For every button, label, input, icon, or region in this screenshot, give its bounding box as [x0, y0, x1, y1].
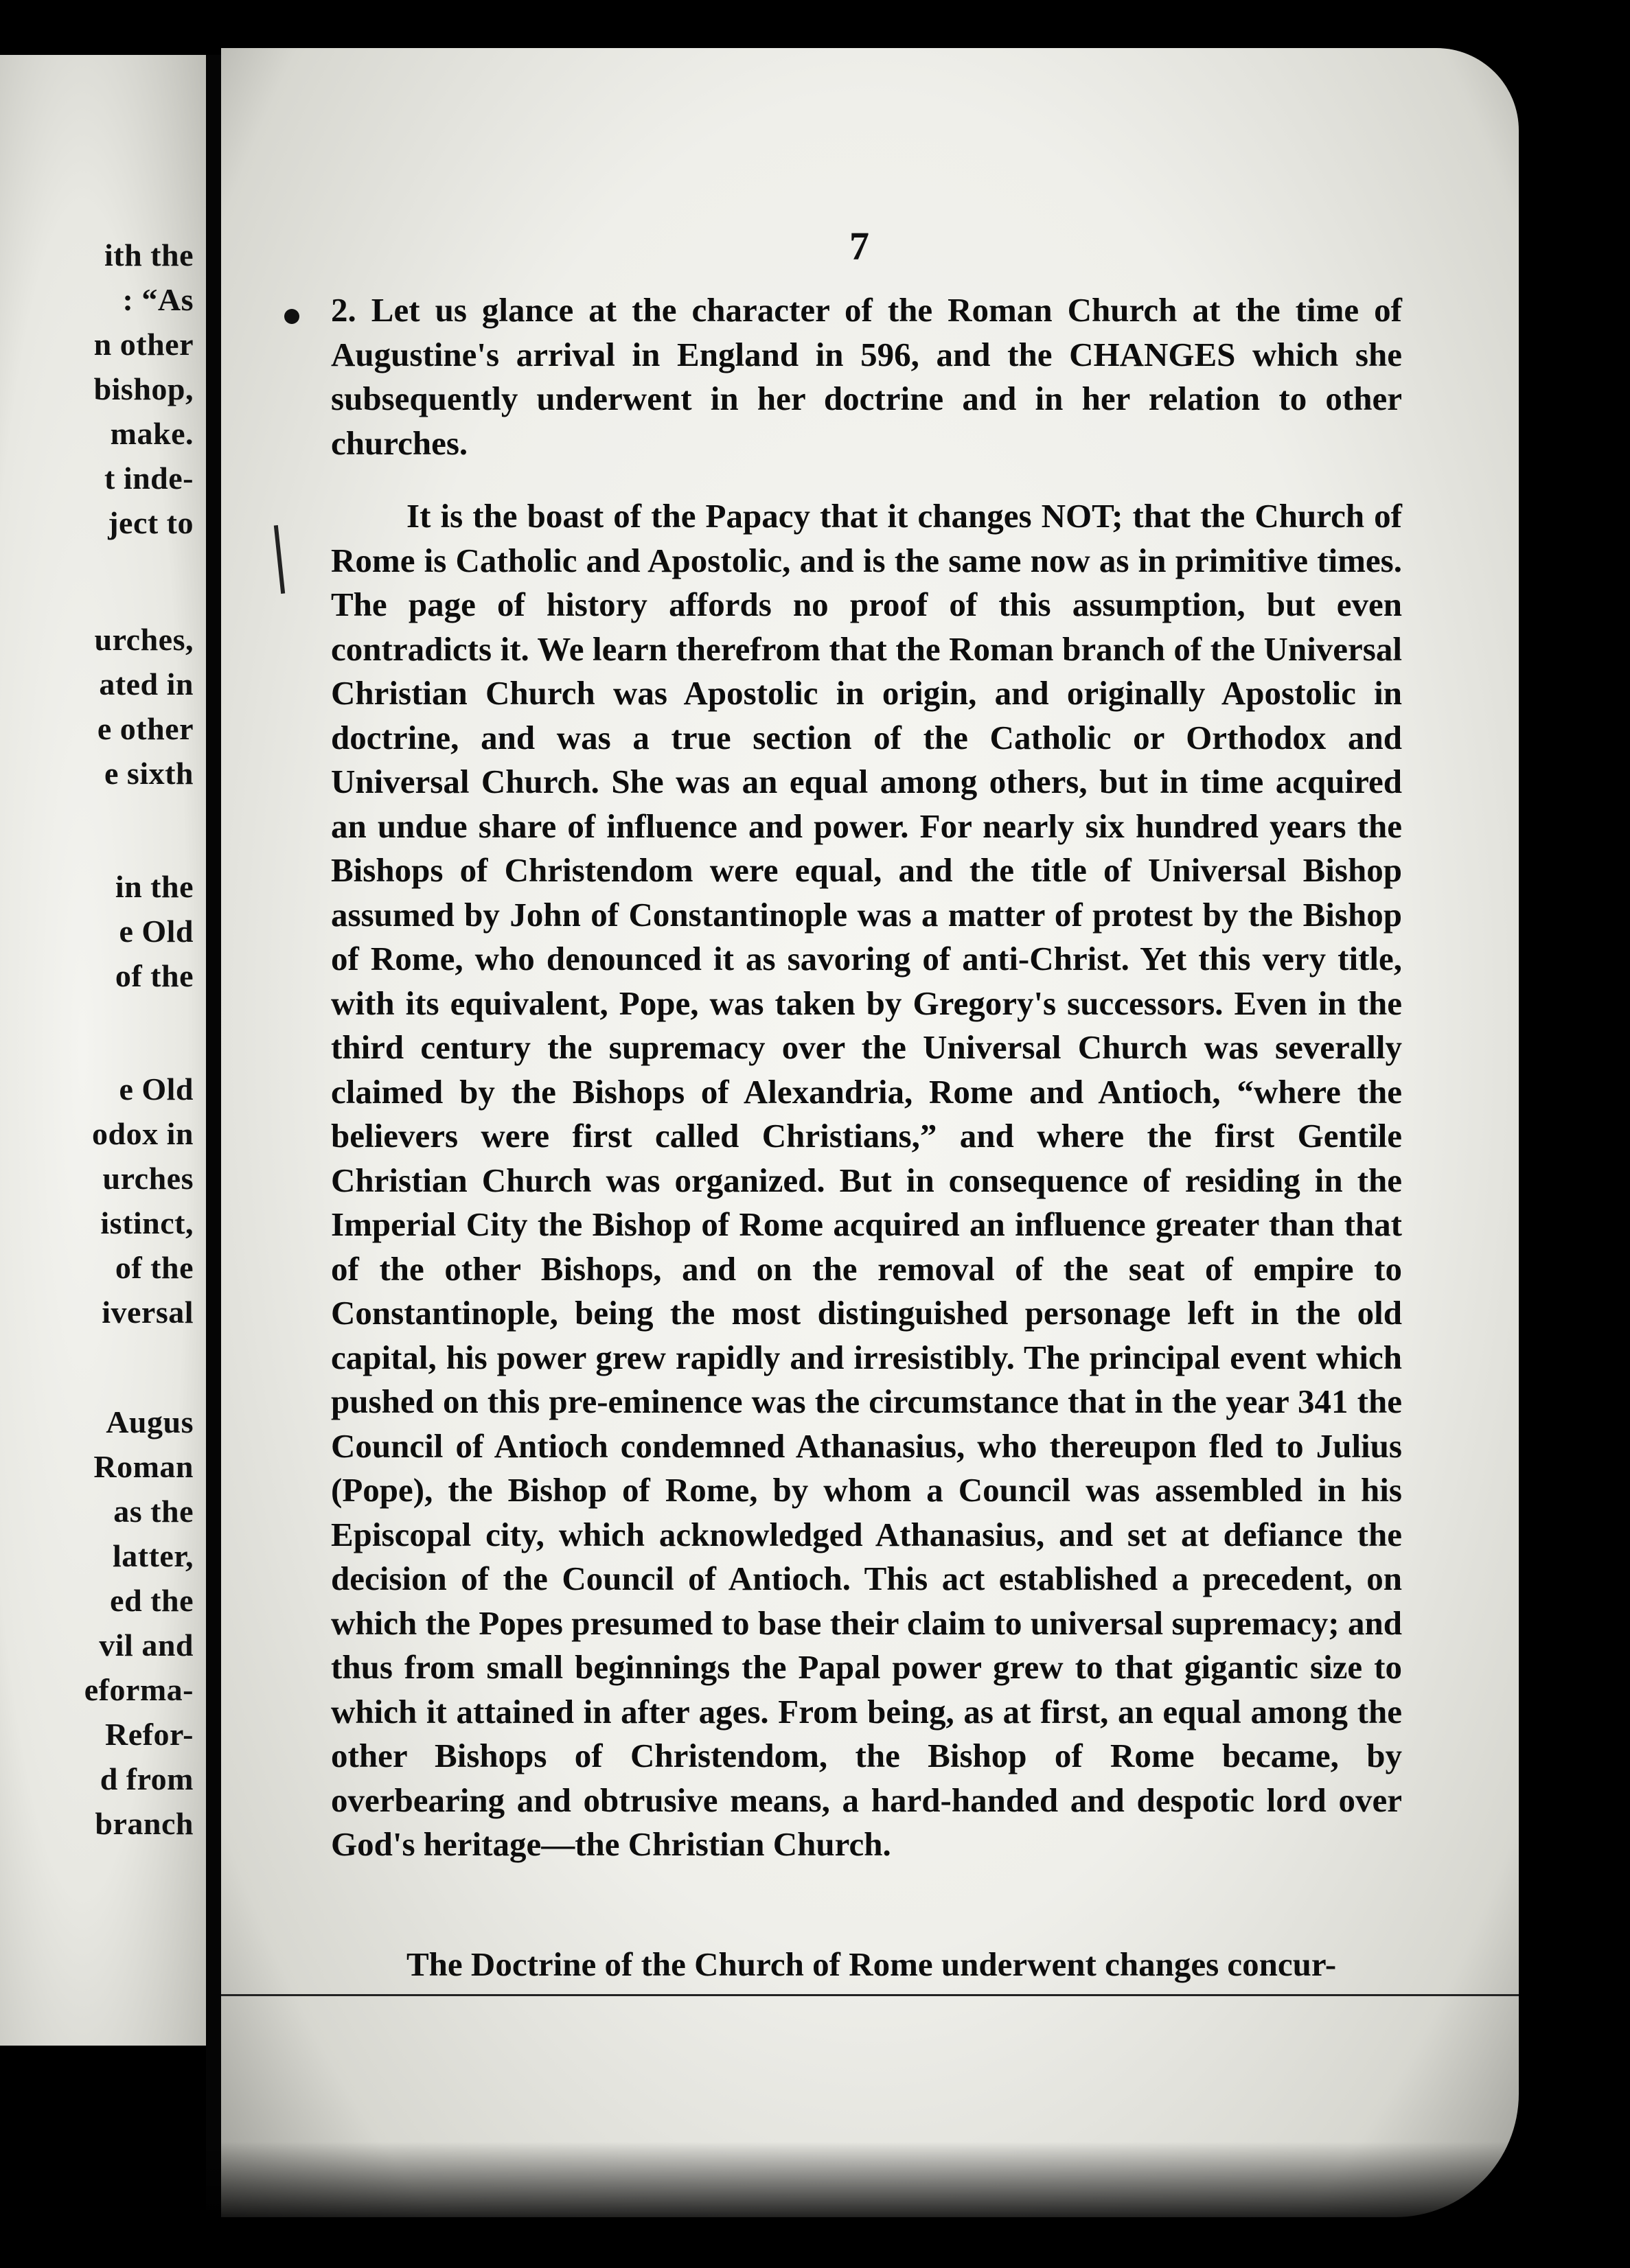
book-spine: [206, 55, 221, 2210]
scan-shadow: [206, 2142, 1630, 2268]
left-page-line: Augus: [106, 1404, 194, 1439]
left-page-line: ject to: [108, 505, 194, 540]
left-page-line: istinct,: [100, 1205, 194, 1240]
right-page: [221, 48, 1519, 2217]
left-page-line: of the: [115, 958, 194, 993]
left-page-line: urches,: [94, 622, 194, 657]
paragraph-doctrine: The Doctrine of the Church of Rome underwent changes concur-: [406, 1945, 1337, 1983]
page-number: 7: [849, 224, 869, 268]
left-page-line: ith the: [104, 238, 194, 273]
left-page-line: t inde-: [104, 461, 194, 496]
left-page-line: n other: [93, 327, 194, 362]
left-page-line: : “As: [122, 282, 194, 317]
left-page-fragment: [0, 55, 206, 2046]
paragraph-section-2: 2. Let us glance at the character of the Roman Church at the time of Augustine's arrival in England in 596, and the CHANGES which she subsequently underwent in her doctrine and in her relation to other churches.: [331, 291, 1402, 462]
left-page-line: eforma-: [84, 1672, 194, 1707]
margin-pencil-mark: [274, 525, 285, 594]
left-page-line: Refor-: [105, 1717, 194, 1752]
page-crease-line: [221, 1994, 1519, 1996]
left-page-line: odox in: [92, 1116, 194, 1151]
left-page-line: latter,: [112, 1538, 194, 1573]
bullet-mark: [284, 309, 299, 324]
left-page-line: vil and: [99, 1628, 194, 1663]
left-page-line: branch: [95, 1806, 194, 1841]
left-page-line: Roman: [93, 1449, 194, 1484]
left-page-line: e Old: [119, 914, 194, 949]
left-page-line: in the: [115, 869, 194, 904]
left-page-line: make.: [110, 416, 194, 451]
left-page-line: e Old: [119, 1072, 194, 1107]
left-page-line: d from: [100, 1761, 194, 1796]
left-page-line: iversal: [102, 1295, 194, 1330]
left-page-line: e sixth: [104, 756, 194, 791]
left-page-line: ated in: [99, 667, 194, 702]
left-page-line: e other: [97, 711, 194, 746]
left-page-line: as the: [113, 1494, 194, 1529]
left-page-line: bishop,: [93, 371, 194, 406]
paragraph-papacy: It is the boast of the Papacy that it changes NOT; that the Church of Rome is Catholic and Apostolic, and is the same now as in primitive times. The page of history affords no proof of this assumption, but even contradicts it. We learn therefrom that the Roman branch of the Universal Christian Church was Apostolic in origin, and originally Apostolic in doctrine, and was a true section of the Catholic or Orthodox and Universal Church. She was an equal among others, but in time acquired an undue share of influence and power. For nearly six hundred years the Bishops of Christendom were equal, and the title of Universal Bishop assumed by John of Constantinople was a matter of protest by the Bishop of Rome, who denounced it as savoring of anti-Christ. Yet this very title, with its equivalent, Pope, was taken by Gregory's successors. Even in the third century the supremacy over the Universal Church was severally claimed by the Bishops of Alexandria, Rome and Antioch, “where the believers were first called Christians,” and where the first Gentile Christian Church was organized. But in consequence of residing in the Imperial City the Bishop of Rome acquired an influence greater than that of the other Bishops, and on the removal of the seat of empire to Constantinople, being the most distinguished personage left in the old capital, his power grew rapidly and irresistibly. The principal event which pushed on this pre-eminence was the circumstance that in the year 341 the Council of Antioch condemned Athanasius, who thereupon fled to Julius (Pope), the Bishop of Rome, by whom a Council was assembled in his Episcopal city, which acknowledged Athanasius, and set at defiance the decision of the Council of Antioch. This act established a precedent, on which the Popes presumed to base their claim to universal supremacy; and thus from small beginnings the Papal power grew to that gigantic size to which it attained in after ages. From being, as at first, an equal among the other Bishops of Christendom, the Bishop of Rome became, by overbearing and obtrusive means, a hard-handed and despotic lord over God's heritage—the Christian Church.: [331, 497, 1402, 1863]
left-page-line: ed the: [110, 1583, 194, 1618]
left-page-line: urches: [102, 1161, 194, 1196]
left-page-line: of the: [115, 1250, 194, 1285]
